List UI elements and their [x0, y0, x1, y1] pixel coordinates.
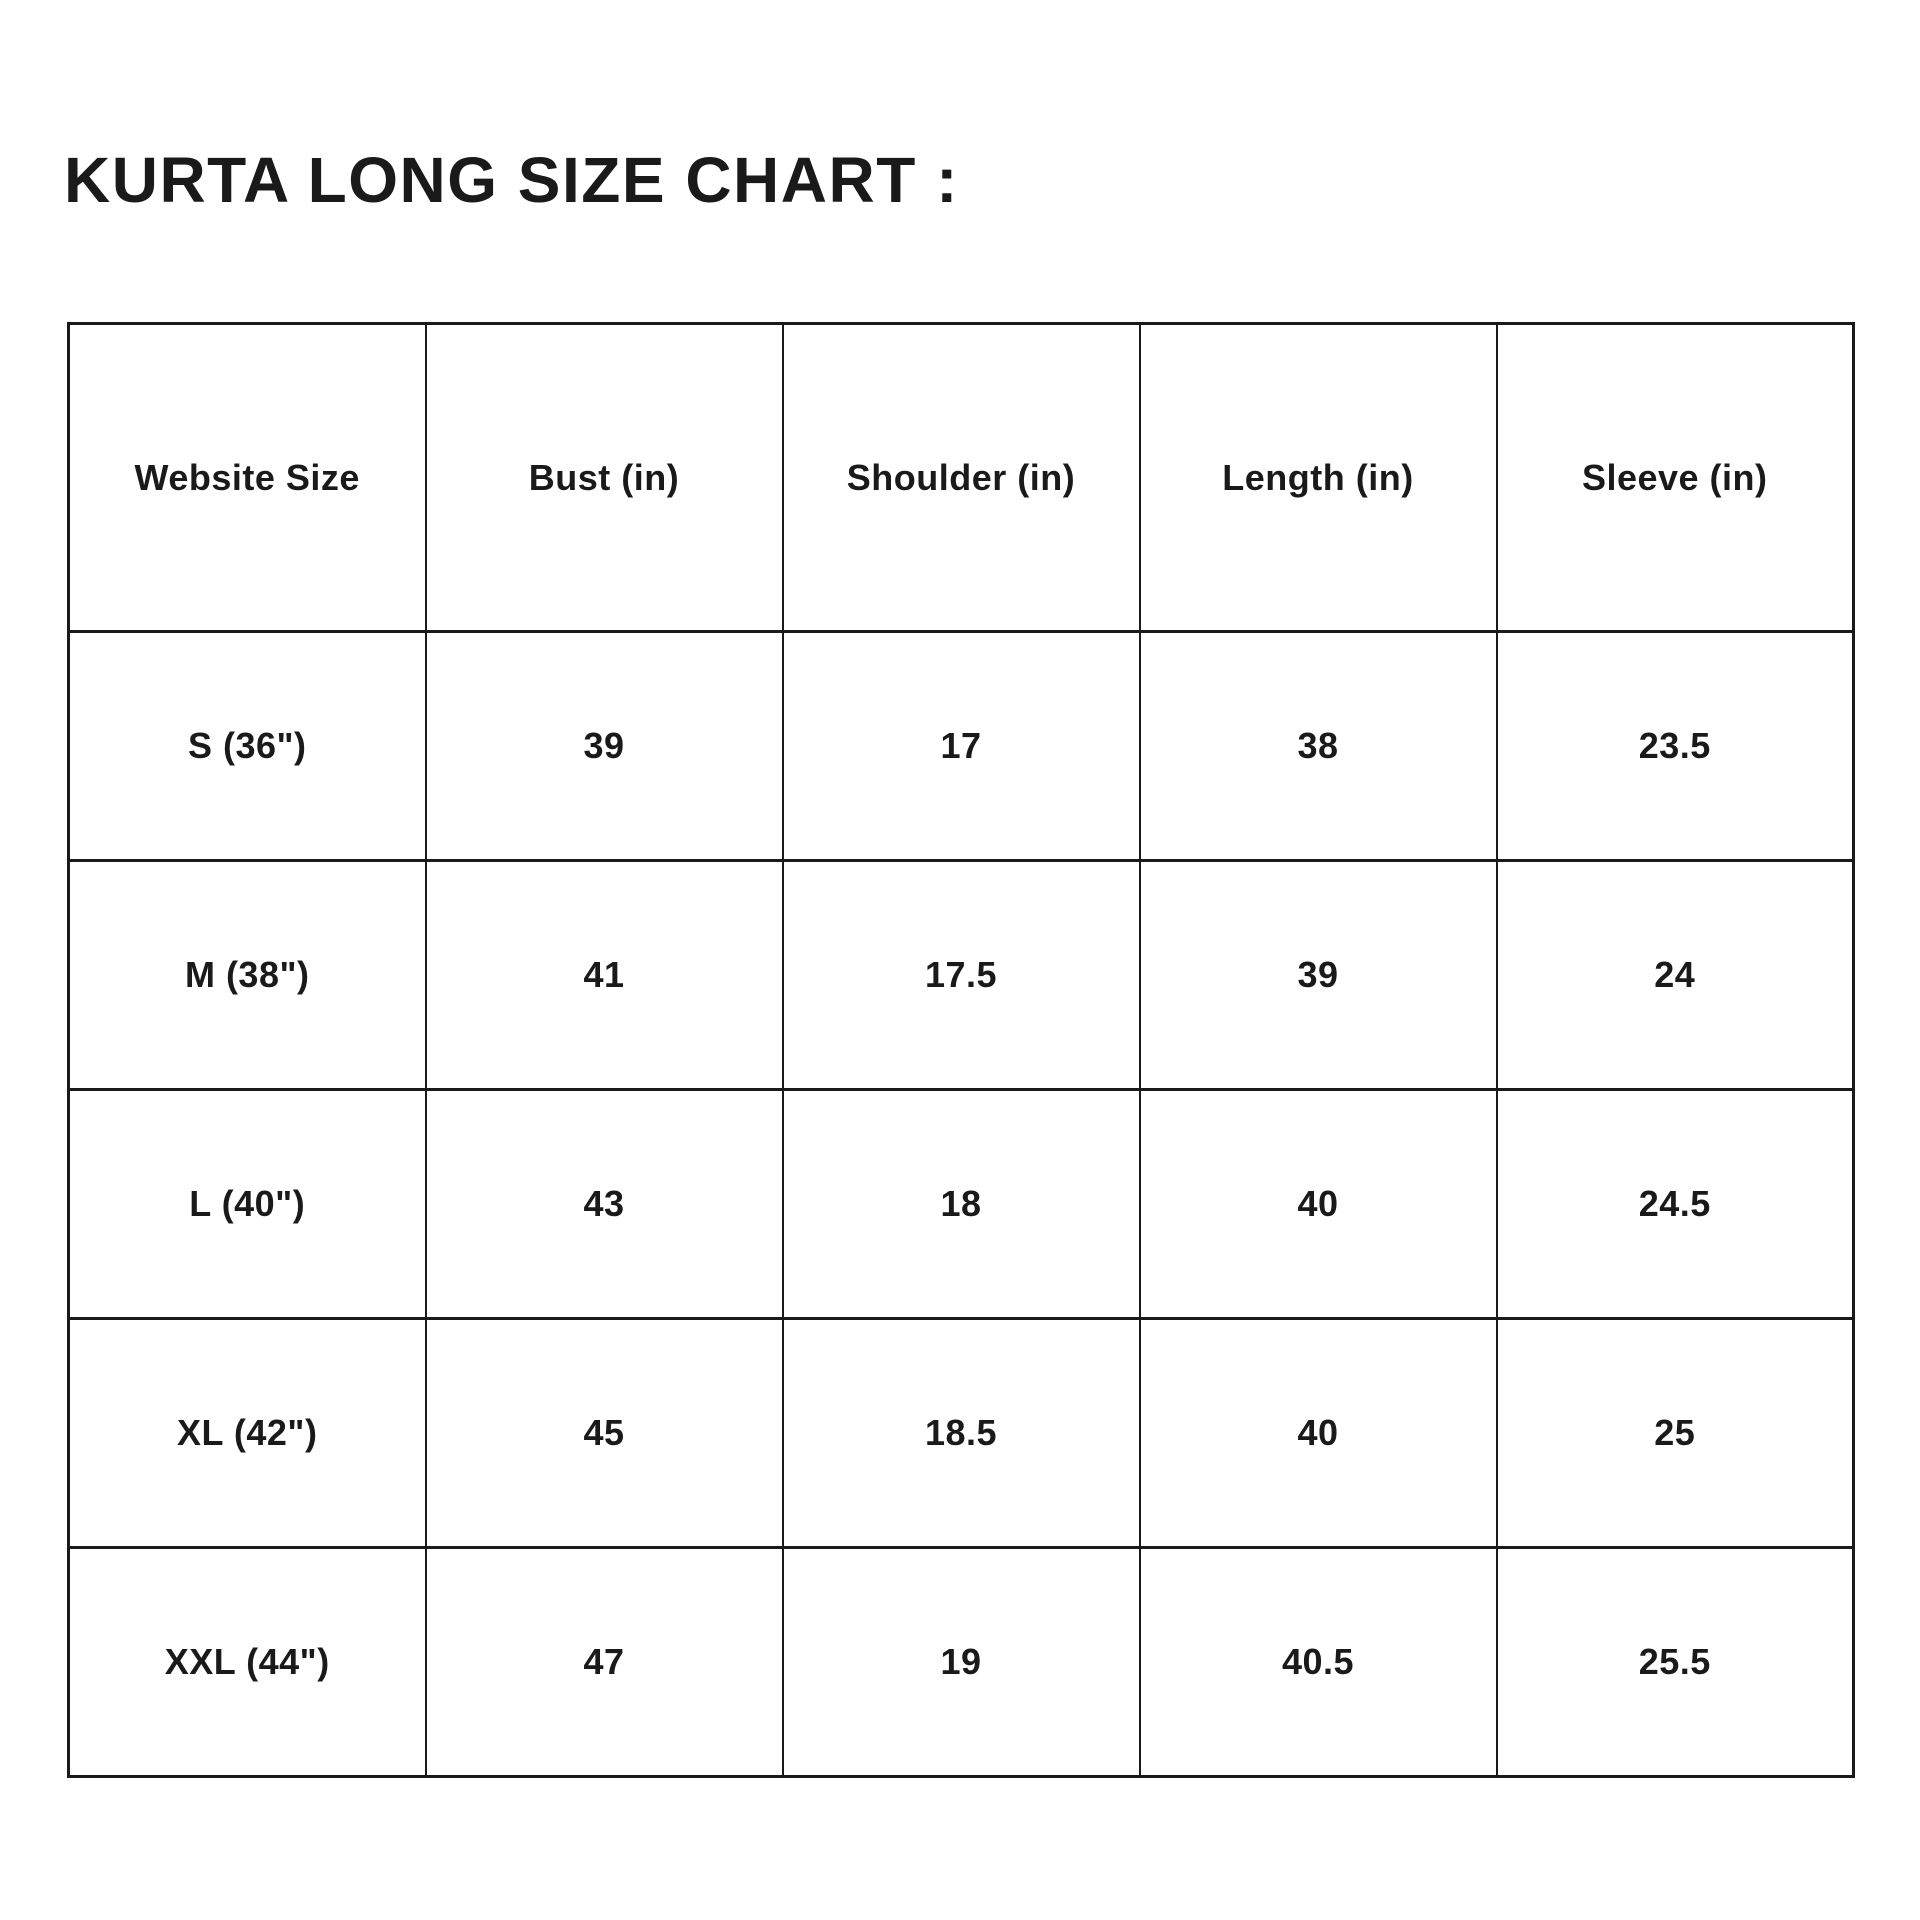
size-chart-table [67, 322, 1855, 1778]
sleeve-value-cell: 25.5 [1497, 1548, 1854, 1777]
column-header-website-size: Website Size [69, 324, 426, 632]
sleeve-value-cell: 25 [1497, 1319, 1854, 1548]
size-label-cell: S (36") [69, 632, 426, 861]
bust-value-cell: 45 [426, 1319, 783, 1548]
shoulder-value-cell: 17 [783, 632, 1140, 861]
size-label-cell: M (38") [69, 861, 426, 1090]
table-row-s [69, 632, 1854, 861]
header-row [69, 324, 1854, 632]
length-value-cell: 40 [1140, 1319, 1497, 1548]
table-row-xxl [69, 1548, 1854, 1777]
table-row-m [69, 861, 1854, 1090]
length-value-cell: 40.5 [1140, 1548, 1497, 1777]
table-row-l [69, 1090, 1854, 1319]
page-title: KURTA LONG SIZE CHART : [64, 144, 959, 216]
table-header [69, 324, 1854, 632]
bust-value-cell: 39 [426, 632, 783, 861]
table-body [69, 632, 1854, 1777]
size-label-cell: XXL (44") [69, 1548, 426, 1777]
shoulder-value-cell: 18.5 [783, 1319, 1140, 1548]
shoulder-value-cell: 17.5 [783, 861, 1140, 1090]
sleeve-value-cell: 23.5 [1497, 632, 1854, 861]
length-value-cell: 38 [1140, 632, 1497, 861]
column-header-sleeve: Sleeve (in) [1497, 324, 1854, 632]
length-value-cell: 39 [1140, 861, 1497, 1090]
size-label-cell: XL (42") [69, 1319, 426, 1548]
sleeve-value-cell: 24 [1497, 861, 1854, 1090]
bust-value-cell: 41 [426, 861, 783, 1090]
size-label-cell: L (40") [69, 1090, 426, 1319]
column-header-bust: Bust (in) [426, 324, 783, 632]
shoulder-value-cell: 18 [783, 1090, 1140, 1319]
bust-value-cell: 47 [426, 1548, 783, 1777]
sleeve-value-cell: 24.5 [1497, 1090, 1854, 1319]
column-header-shoulder: Shoulder (in) [783, 324, 1140, 632]
column-header-length: Length (in) [1140, 324, 1497, 632]
table-row-xl [69, 1319, 1854, 1548]
length-value-cell: 40 [1140, 1090, 1497, 1319]
bust-value-cell: 43 [426, 1090, 783, 1319]
shoulder-value-cell: 19 [783, 1548, 1140, 1777]
